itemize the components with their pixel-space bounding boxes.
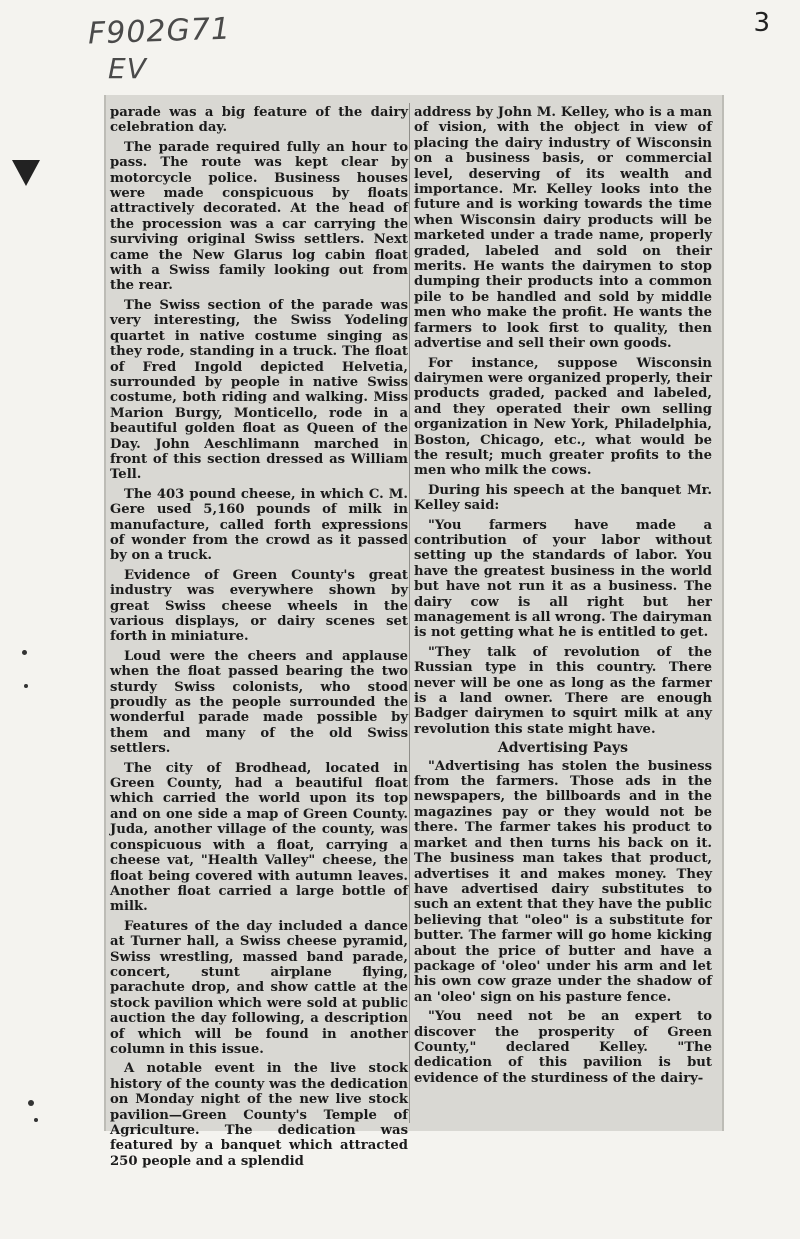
newspaper-clipping	[104, 95, 724, 1169]
margin-dot-mark	[28, 1100, 34, 1106]
paragraph: Features of the day included a dance at Turner hall, a Swiss cheese pyramid, Swiss wrestling, massed band parade, concert, stunt airplane flying, parachute drop, and show cattle at the stock pavilion which were sold at public auction the day following, a description of which will be found in another column in this issue.	[110, 918, 408, 1057]
paragraph: address by John M. Kelley, who is a man of vision, with the object in view of placing the dairy industry of Wisconsin on a business basis, or commercial level, deserving of its wealth and importance. Mr. Kelley looks into the future and is working towards the time when Wisconsin dairy products will be marketed under a trade name, properly graded, labeled and sold on their merits. He wants the dairymen to stop dumping their products into a common pile to be handled and sold by middle men who make the profit. He wants the farmers to look first to quality, then advertise and sell their own goods.	[414, 105, 712, 352]
paragraph: The city of Brodhead, located in Green County, had a beautiful float which carried the world upon its top and on one side a map of Green County. Juda, another village of the county, was conspicuous with a float, carrying a cheese vat, "Health Valley" cheese, the float being covered with autumn leaves. Another float carried a large bottle of milk.	[110, 760, 408, 915]
paragraph: "You farmers have made a contribution of your labor without setting up the standards of labor. You have the greatest business in the world but have not run it as a business. The dairy cow is all right but her management is all wrong. The dairyman is not getting what he is entitled to get.	[414, 517, 712, 641]
column-divider	[409, 103, 410, 1123]
paragraph: During his speech at the banquet Mr. Kelley said:	[414, 482, 712, 514]
handwritten-catalog-code: F902G71	[87, 11, 232, 52]
paragraph: A notable event in the live stock history of the county was the dedication on Monday night of the new live stock pavilion—Green County's Temple of Agriculture. The dedication was featured by a banquet which attracted 250 people and a splendid	[110, 1061, 408, 1169]
paragraph: "Advertising has stolen the business from the farmers. Those ads in the newspapers, the billboards and in the magazines pay or they would not be there. The farmer takes his product to market and then turns his back on it. The business man takes that product, advertises it and makes money. They have advertised dairy substitutes to such an extent that they have the public believing that "oleo" is a substitute for butter. The farmer will go home kicking about the price of butter and have a package of 'oleo' under his arm and let his own cow graze under the shadow of an 'oleo' sign on his pasture fence.	[414, 758, 712, 1005]
paragraph: parade was a big feature of the dairy celebration day.	[110, 105, 408, 136]
margin-dot-mark	[24, 684, 28, 688]
paragraph: Evidence of Green County's great industry was everywhere shown by great Swiss cheese wheels in the various displays, or dairy scenes set forth in miniature.	[110, 567, 408, 645]
paragraph: The Swiss section of the parade was very interesting, the Swiss Yodeling quartet in native costume singing as they rode, standing in a truck. The float of Fred Ingold depicted Helvetia, surrounded by people in native Swiss costume, both riding and walking. Miss Marion Burgy, Monticello, rode in a beautiful golden float as Queen of the Day. John Aeschlimann marched in front of this section dressed as William Tell.	[110, 297, 408, 483]
paragraph: The parade required fully an hour to pass. The route was kept clear by motorcycle police. Business houses were made conspicuous by floats attractively decorated. At the head of the procession was a car carrying the surviving original Swiss settlers. Next came the New Glarus log cabin float with a Swiss family looking out from the rear.	[110, 139, 408, 294]
margin-dot-mark	[34, 1118, 38, 1122]
page-number: 3	[753, 8, 770, 38]
paragraph: For instance, suppose Wisconsin dairymen were organized properly, their products graded, packed and labeled, and they operated their own selling organization in New York, Philadelphia, Boston, Chicago, etc., what would be the result; much greater profits to the men who milk the cows.	[414, 355, 712, 479]
paragraph: Loud were the cheers and applause when the float passed bearing the two sturdy Swiss colonists, who stood proudly as the people surrounded the wonderful parade made possible by them and many of the old Swiss settlers.	[110, 648, 408, 757]
paragraph: "They talk of revolution of the Russian type in this country. There never will be one as long as the farmer is a land owner. There are enough Badger dairymen to squirt milk at any revolution this state might have.	[414, 644, 712, 737]
right-column	[414, 105, 712, 1090]
left-column	[110, 105, 408, 1173]
paragraph: The 403 pound cheese, in which C. M. Gere used 5,160 pounds of milk in manufacture, called forth expressions of wonder from the crowd as it passed by on a truck.	[110, 486, 408, 564]
subheading: Advertising Pays	[497, 740, 629, 757]
handwritten-initials: EV	[108, 52, 147, 85]
margin-dot-mark	[22, 650, 27, 655]
margin-arrow-mark	[12, 160, 40, 186]
paragraph: "You need not be an expert to discover the prosperity of Green County," declared Kelley. "The dedication of this pavilion is but evidence of the sturdiness of the dairy-	[414, 1009, 712, 1086]
